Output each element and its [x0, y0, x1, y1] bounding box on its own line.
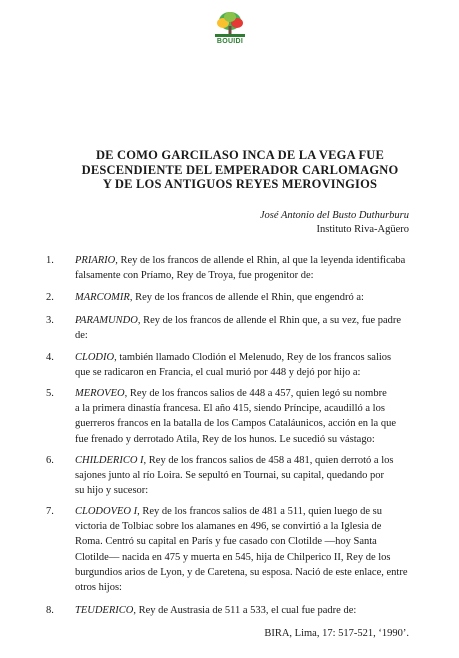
- item-number: 5.: [46, 388, 54, 399]
- item-text: [75, 313, 415, 343]
- text-line: sajones junto al río Loira. Se sepultó en Tournai, su capital, quedando por: [75, 470, 385, 482]
- item-number: 6.: [46, 455, 54, 466]
- text-line: a la primera dinastía francesa. El año 415, siendo Príncipe, acaudilló a los: [75, 403, 385, 415]
- item-text: [75, 504, 415, 595]
- item-text: [75, 253, 415, 283]
- item-number: 7.: [46, 506, 54, 517]
- text-line: Roma. Centró su capital en París y fue casado con Clotilde —hoy Santa: [75, 536, 377, 548]
- item-number: 2.: [46, 292, 54, 303]
- tree-logo-icon: [209, 10, 251, 40]
- king-name: TEUDERICO: [75, 605, 134, 616]
- king-name: MARCOMIR: [75, 292, 130, 303]
- king-name: MEROVEO: [75, 388, 125, 399]
- item-text: [75, 290, 415, 305]
- king-name: CLODOVEO I: [75, 506, 138, 517]
- text-line: burgundios arios de Lyon, y de Caretena, su esposa. Nació de este enlace, entre: [75, 566, 408, 578]
- logo-text: BOUIDI: [216, 38, 244, 45]
- king-name: CHILDERICO I: [75, 455, 144, 466]
- item-number: 1.: [46, 255, 54, 266]
- text-line: su hijo y sucesor:: [75, 485, 149, 497]
- text-line: , también llamado Clodión el Melenudo, Rey de los francos salios: [114, 352, 392, 363]
- text-line: , Rey de los francos salios de 448 a 457, quien legó su nombre: [124, 388, 387, 399]
- citation-footer: BIRA, Lima, 17: 517-521, ‘1990’.: [264, 628, 409, 639]
- text-line: victoria de Tolbiac sobre los alamanes en 496, se convirtió a la Iglesia de: [75, 521, 382, 533]
- author-name: José Antonio del Busto Duthurburu: [259, 210, 409, 221]
- title-line: Y DE LOS ANTIGUOS REYES MEROVINGIOS: [102, 177, 378, 191]
- item-number: 3.: [46, 315, 54, 326]
- text-line: , Rey de los francos de allende el Rhin que, a su vez, fue padre: [137, 315, 402, 326]
- text-line: Clotilde— nacida en 475 y muerta en 545, hija de Chilperico II, Rey de los: [75, 551, 391, 563]
- text-line: de:: [75, 330, 88, 342]
- text-line: que se radicaron en Francia, el cual murió por 448 y dejó por hijo a:: [75, 367, 361, 379]
- text-line: , Rey de Austrasia de 511 a 533, el cual fue padre de:: [133, 605, 357, 616]
- item-text: [75, 453, 415, 499]
- item-number: 4.: [46, 352, 54, 363]
- item-text: [75, 386, 415, 447]
- king-name: PARAMUNDO: [75, 315, 138, 326]
- text-line: , Rey de los francos salios de 481 a 511, quien luego de su: [137, 506, 382, 517]
- item-text: [75, 350, 415, 380]
- item-number: 8.: [46, 605, 54, 616]
- text-line: guerreros francos en la batalla de los Campos Cataláunicos, acción en la que: [75, 418, 397, 430]
- author-block: [260, 209, 409, 237]
- king-name: PRIARIO: [75, 255, 116, 266]
- king-name: CLODIO: [75, 352, 115, 363]
- text-line: falsamente con Príamo, Rey de Troya, fue progenitor de:: [75, 270, 314, 282]
- title-line: DESCENDIENTE DEL EMPERADOR CARLOMAGNO: [81, 162, 399, 177]
- author-affiliation: Instituto Riva-Agüero: [316, 224, 409, 235]
- item-text: [75, 603, 415, 618]
- text-line: , Rey de los francos de allende el Rhin, al que la leyenda identificaba: [115, 255, 406, 266]
- text-line: otros hijos:: [75, 582, 122, 594]
- article-title: [60, 148, 420, 192]
- text-line: fue frenado y derrotado Atila, Rey de los hunos. Le sucedió su vástago:: [75, 433, 375, 445]
- logo: [209, 10, 251, 48]
- title-line: DE COMO GARCILASO INCA DE LA VEGA FUE: [95, 148, 385, 162]
- text-line: , Rey de los francos de allende el Rhin, que engendró a:: [129, 292, 364, 303]
- text-line: , Rey de los francos salios de 458 a 481, quien derrotó a los: [143, 455, 394, 466]
